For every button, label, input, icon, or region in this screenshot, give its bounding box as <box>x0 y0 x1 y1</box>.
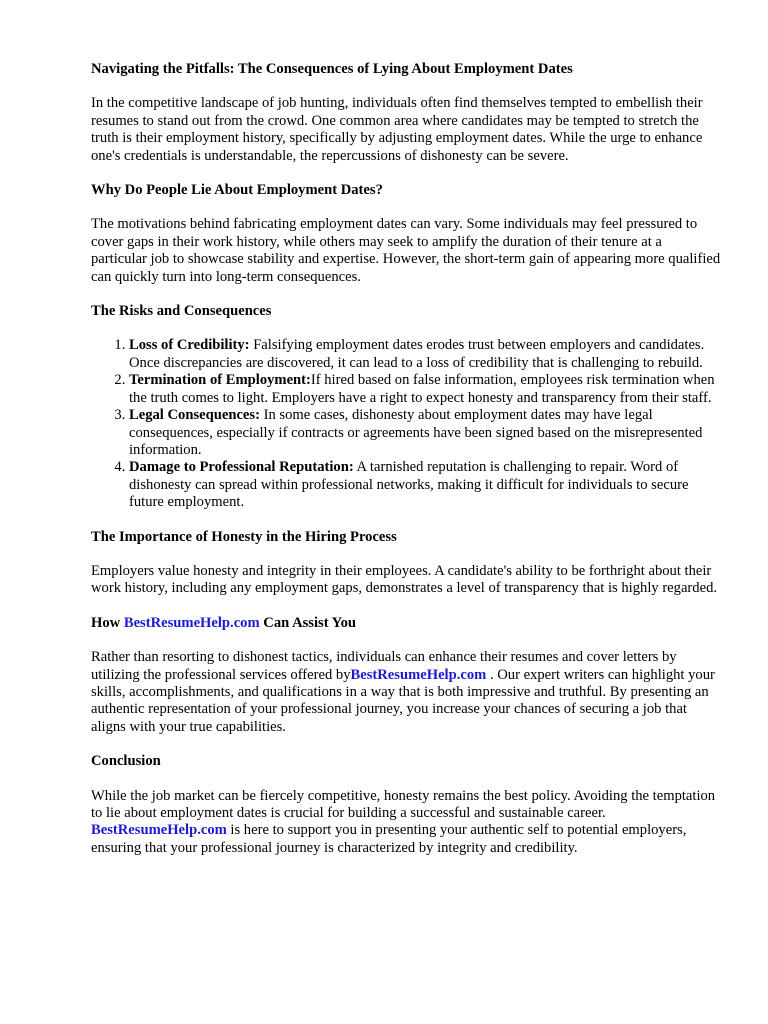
list-item-text: A tarnished reputation is challenging to repair. Word of dishonesty can spread within professional networks, making it difficult for individuals to secure future employment. <box>129 459 689 511</box>
article-title: Navigating the Pitfalls: The Consequences of Lying About Employment Dates <box>91 61 573 77</box>
importance-paragraph: Employers value honesty and integrity in their employees. A candidate's ability to be forthright about their work history, including any employment gaps, demonstrates a level of transparency that is highly regarded. <box>91 562 718 597</box>
list-item-text: In some cases, dishonesty about employment dates may have legal consequences, especially if contracts or agreements have been signed based on the misrepresented information. <box>129 407 703 458</box>
conclusion-heading: Conclusion <box>91 753 161 770</box>
assist-paragraph <box>91 649 721 736</box>
list-item-term: Loss of Credibility: <box>129 337 250 354</box>
why-heading: Why Do People Lie About Employment Dates? <box>91 182 383 199</box>
list-item-term: Legal Consequences: <box>129 407 260 424</box>
list-item-term: Damage to Professional Reputation: <box>129 459 354 476</box>
assist-text-post: . Our expert writers can highlight your skills, accomplishments, and qualifications in a way that is both impressive and truthful. By presenting an authentic representation of your professional journey, you increase your chances of securing a job that aligns with your true capabilities. <box>91 666 715 735</box>
risks-list <box>91 337 721 511</box>
list-item <box>129 337 721 372</box>
list-item-text: If hired based on false information, employees risk termination when the truth comes to light. Employers have a right to expect honesty and transparency from their staff. <box>129 372 715 406</box>
assist-heading-prefix: How <box>91 614 124 631</box>
conclusion-paragraph <box>91 788 721 858</box>
assist-heading-suffix: Can Assist You <box>259 614 357 631</box>
list-item-term: Termination of Employment: <box>129 372 311 389</box>
risks-heading: The Risks and Consequences <box>91 303 272 320</box>
bestresumehelp-link[interactable]: BestResumeHelp.com <box>123 614 260 631</box>
assist-text-pre: Rather than resorting to dishonest tactics, individuals can enhance their resumes and cover letters by utilizing the professional services offered by <box>91 649 677 683</box>
importance-heading: The Importance of Honesty in the Hiring Process <box>91 528 397 545</box>
intro-paragraph: In the competitive landscape of job hunting, individuals often find themselves tempted to embellish their resumes to stand out from the crowd. One common area where candidates may be tempted to stretch the truth is their employment history, specifically by adjusting employment dates. While the urge to enhance one's credentials is understandable, the repercussions of dishonesty can be severe. <box>91 95 703 164</box>
why-paragraph: The motivations behind fabricating employment dates can vary. Some individuals may feel pressured to cover gaps in their work history, while others may seek to amplify the duration of their tenure at a particular job to showcase stability and expertise. However, the short-term gain of appearing more qualified can quickly turn into long-term consequences. <box>91 216 721 285</box>
assist-heading <box>91 615 721 632</box>
bestresumehelp-link[interactable]: BestResumeHelp.com <box>350 666 487 683</box>
list-item <box>129 459 721 511</box>
list-item <box>129 372 721 407</box>
bestresumehelp-link[interactable]: BestResumeHelp.com <box>91 822 227 839</box>
list-item <box>129 407 721 459</box>
list-item-text: Falsifying employment dates erodes trust between employers and candidates. Once discrepancies are discovered, it can lead to a loss of credibility that is challenging to rebuild. <box>129 337 705 371</box>
conclusion-text-pre: While the job market can be fiercely competitive, honesty remains the best policy. Avoiding the temptation to lie about employment dates is crucial for building a successful and sustainable career. <box>91 787 716 821</box>
document-body <box>91 61 721 874</box>
conclusion-text-post: is here to support you in presenting your authentic self to potential employers, ensuring that your professional journey is characterized by integrity and credibility. <box>91 822 687 856</box>
